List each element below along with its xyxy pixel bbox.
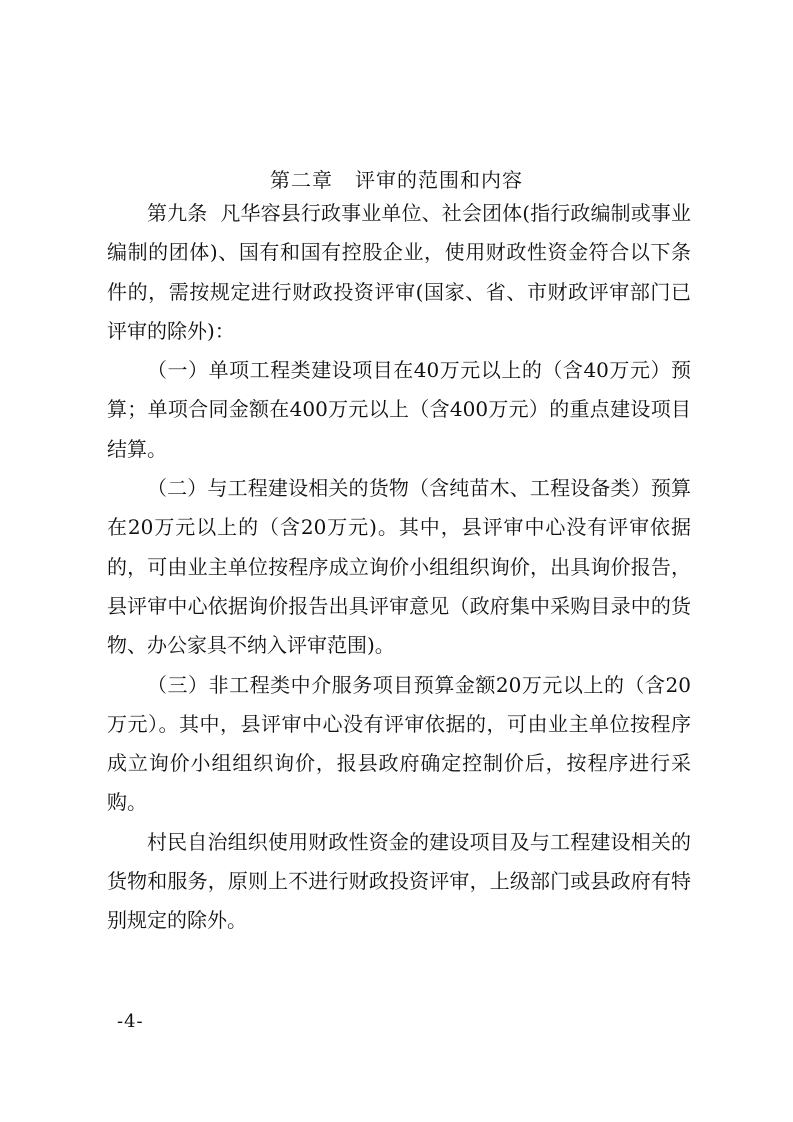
- article-9-paragraph: 第九条 凡华容县行政事业单位、社会团体(指行政编制或事业编制的团体)、国有和国有控股企业，使用财政性资金符合以下条件的，需按规定进行财政投资评审(国家、省、市财政评审部门已评审的除外)：: [107, 201, 691, 343]
- chapter-title: 第二章 评审的范围和内容: [269, 168, 524, 192]
- item-2-paragraph: （二）与工程建设相关的货物（含纯苗木、工程设备类）预算在20万元以上的（含20万元)。其中，县评审中心没有评审依据的，可由业主单位按程序成立询价小组组织询价，出具询价报告，县评审中心依据询价报告出具评审意见（政府集中采购目录中的货物、办公家具不纳入评审范围)。: [107, 476, 691, 658]
- village-paragraph: 村民自治组织使用财政性资金的建设项目及与工程建设相关的货物和服务，原则上不进行财政投资评审，上级部门或县政府有特别规定的除外。: [107, 829, 691, 933]
- item-3-paragraph: （三）非工程类中介服务项目预算金额20万元以上的（含20万元）。其中，县评审中心没有评审依据的，可由业主单位按程序成立询价小组组织询价，报县政府确定控制价后，按程序进行采购。: [107, 672, 691, 815]
- page-number: -4-: [117, 1011, 144, 1032]
- item-1-paragraph: （一）单项工程类建设项目在40万元以上的（含40万元）预算；单项合同金额在400万元以上（含400万元）的重点建设项目结算。: [107, 358, 691, 461]
- body-text: [107, 194, 691, 941]
